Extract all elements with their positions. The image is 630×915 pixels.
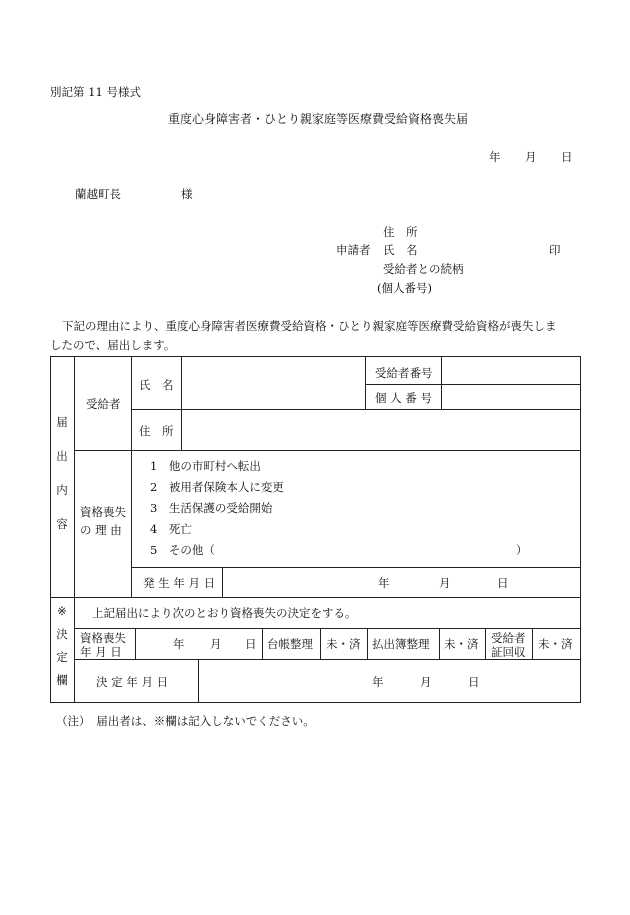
addressee: 蘭越町長 <box>75 187 121 201</box>
payment-status[interactable]: 未・済 <box>444 637 479 651</box>
loss-day-label: 日 <box>245 637 257 651</box>
footnote: （注） 届出者は、※欄は記入しないでください。 <box>56 714 315 728</box>
form-number: 別記第 11 号様式 <box>50 85 141 99</box>
payment-register-label: 払出簿整理 <box>372 637 430 651</box>
seal-mark: 印 <box>549 243 561 257</box>
reason-item[interactable]: 4 死亡 <box>150 522 192 536</box>
reason-close-paren: ） <box>516 543 528 557</box>
decision-month-label: 月 <box>420 675 432 689</box>
statement-line-2: したので、届出します。 <box>50 338 176 352</box>
recipient-number-label: 受給者番号 <box>375 366 433 380</box>
ledger-label: 台帳整理 <box>267 637 313 651</box>
decision-year-label: 年 <box>372 675 384 689</box>
my-number-label: (個人番号) <box>377 281 432 295</box>
applicant-label: 申請者 <box>336 243 371 257</box>
cert-label-1: 受給者 <box>491 631 526 645</box>
recipient-name-field[interactable] <box>183 358 363 407</box>
form-title: 重度心身障害者・ひとり親家庭等医療費受給資格喪失届 <box>168 112 469 126</box>
cert-label-2: 証回収 <box>491 645 526 659</box>
decision-date-label: 決 定 年 月 日 <box>96 675 169 689</box>
side-label-decision: ※ 決 定 欄 <box>56 604 68 687</box>
reason-label-line-2: の 理 由 <box>80 523 122 537</box>
occurrence-year-label: 年 <box>378 576 390 590</box>
applicant-address-label: 住 所 <box>383 225 418 239</box>
reason-item[interactable]: 5 その他（ <box>150 543 215 557</box>
decision-day-label: 日 <box>468 675 480 689</box>
cert-status[interactable]: 未・済 <box>538 637 573 651</box>
loss-date-label-1: 資格喪失 <box>80 631 126 645</box>
recipient-address-label: 住 所 <box>139 424 174 438</box>
recipient-label: 受給者 <box>86 397 121 411</box>
recipient-address-field[interactable] <box>183 411 579 449</box>
loss-date-label-2: 年 月 日 <box>80 645 122 659</box>
recipient-name-label: 氏 名 <box>139 378 174 392</box>
reason-item[interactable]: 1 他の市町村へ転出 <box>150 459 261 473</box>
personal-number-field[interactable] <box>443 386 579 408</box>
occurrence-date-label: 発 生 年 月 日 <box>143 576 216 590</box>
statement-line-1: 下記の理由により、重度心身障害者医療費受給資格・ひとり親家庭等医療費受給資格が喪失しま <box>62 319 557 333</box>
date-month-label: 月 <box>525 150 537 164</box>
recipient-number-field[interactable] <box>443 358 579 383</box>
date-year-label: 年 <box>489 150 501 164</box>
reason-label-line-1: 資格喪失 <box>80 505 126 519</box>
relation-label: 受給者との続柄 <box>383 262 464 276</box>
applicant-name-label: 氏 名 <box>383 243 418 257</box>
personal-number-label: 個 人 番 号 <box>375 391 432 405</box>
occurrence-month-label: 月 <box>439 576 451 590</box>
reason-item[interactable]: 2 被用者保険本人に変更 <box>150 480 284 494</box>
loss-year-label: 年 <box>173 637 185 651</box>
occurrence-day-label: 日 <box>497 576 509 590</box>
side-label-report: 届 出 内 容 <box>56 415 68 531</box>
date-day-label: 日 <box>561 150 573 164</box>
reason-item[interactable]: 3 生活保護の受給開始 <box>150 501 273 515</box>
decision-text: 上記届出により次のとおり資格喪失の決定をする。 <box>92 606 357 620</box>
honorific: 様 <box>181 187 193 201</box>
loss-month-label: 月 <box>210 637 222 651</box>
ledger-status[interactable]: 未・済 <box>326 637 361 651</box>
